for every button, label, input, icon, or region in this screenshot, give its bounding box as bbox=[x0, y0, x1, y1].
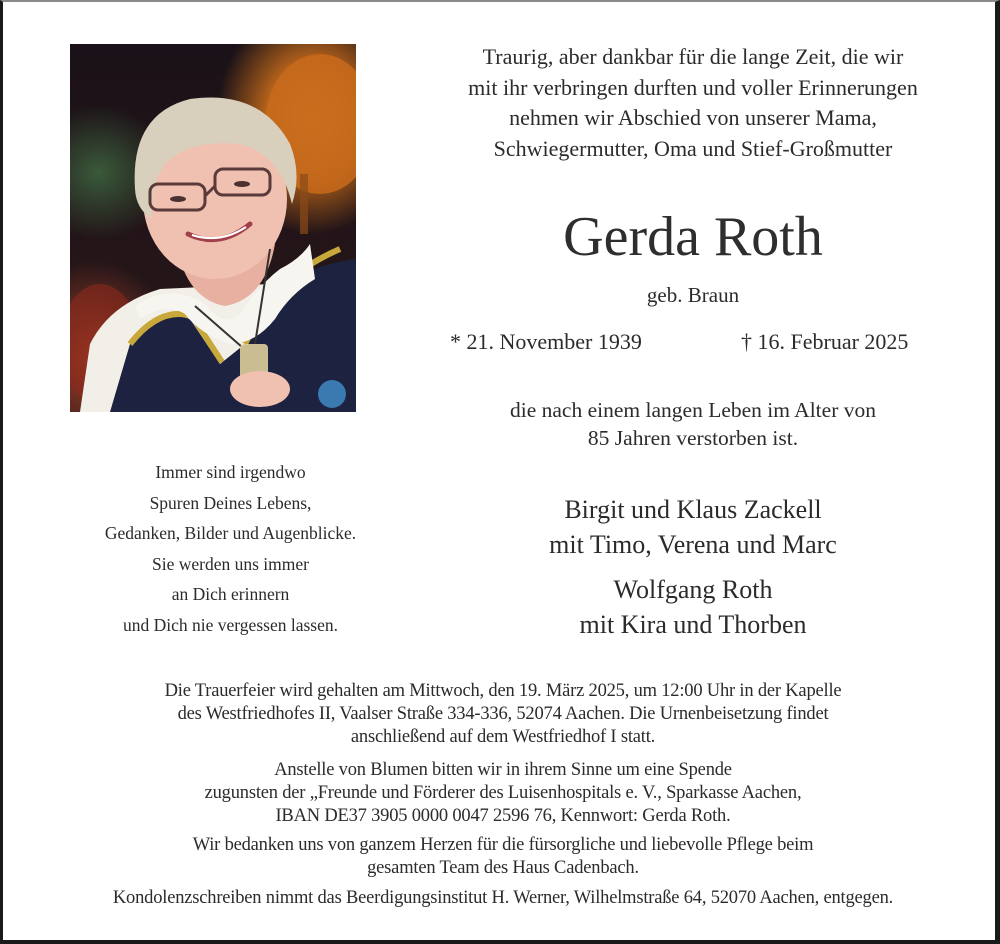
poem-line: Gedanken, Bilder und Augenblicke. bbox=[104, 523, 357, 543]
intro-text bbox=[403, 42, 983, 164]
poem-line: Sie werden uns immer bbox=[152, 553, 309, 574]
intro-line: Schwiegermutter, Oma und Stief-Großmutter bbox=[493, 135, 893, 161]
poem-line: Spuren Deines Lebens, bbox=[149, 492, 312, 513]
age-line: die nach einem langen Leben im Alter von bbox=[510, 398, 876, 422]
condolence-notice bbox=[23, 887, 983, 910]
portrait-illustration bbox=[70, 44, 356, 412]
maiden-name: geb. Braun bbox=[646, 283, 740, 307]
intro-line: Traurig, aber dankbar für die lange Zeit, die wir bbox=[482, 44, 904, 69]
poem-line: an Dich erinnern bbox=[171, 584, 290, 604]
family-group bbox=[403, 492, 983, 562]
poem-line: und Dich nie vergessen lassen. bbox=[123, 614, 338, 635]
family-group bbox=[403, 572, 983, 642]
notice-line: IBAN DE37 3905 0000 0047 2596 76, Kennwort: Gerda Roth. bbox=[275, 806, 731, 826]
notice-line: Kondolenzschreiben nimmt das Beerdigungsinstitut H. Werner, Wilhelmstraße 64, 52070 Aachen, entgegen. bbox=[112, 888, 894, 908]
poem bbox=[43, 457, 418, 640]
family-line: mit Timo, Verena und Marc bbox=[549, 530, 837, 559]
family-line: Wolfgang Roth bbox=[613, 575, 773, 604]
family-line: mit Kira und Thorben bbox=[579, 610, 807, 639]
thanks-notice bbox=[23, 834, 983, 880]
portrait-photo bbox=[70, 44, 356, 412]
poem-line: Immer sind irgendwo bbox=[155, 462, 306, 482]
notice-line: gesamten Team des Haus Cadenbach. bbox=[367, 858, 639, 878]
age-line: 85 Jahren verstorben ist. bbox=[587, 426, 799, 450]
funeral-service-notice bbox=[23, 680, 983, 749]
age-statement bbox=[403, 396, 983, 452]
notice-line: Wir bedanken uns von ganzem Herzen für die fürsorgliche und liebevolle Pflege beim bbox=[192, 835, 814, 855]
birth-date: * 21. November 1939 bbox=[450, 329, 642, 354]
notice-line: zugunsten der „Freunde und Förderer des Luisenhospitals e. V., Sparkasse Aachen, bbox=[204, 783, 802, 803]
deceased-name: Gerda Roth bbox=[563, 206, 823, 268]
notice-line: anschließend auf dem Westfriedhof I statt. bbox=[350, 727, 656, 747]
notice-line: Anstelle von Blumen bitten wir in ihrem Sinne um eine Spende bbox=[274, 760, 732, 780]
intro-line: nehmen wir Abschied von unserer Mama, bbox=[509, 105, 877, 130]
family-line: Birgit und Klaus Zackell bbox=[564, 495, 822, 524]
donation-notice bbox=[23, 759, 983, 828]
intro-line: mit ihr verbringen durften und voller Erinnerungen bbox=[468, 74, 918, 100]
death-date: † 16. Februar 2025 bbox=[741, 329, 909, 354]
notice-line: Die Trauerfeier wird gehalten am Mittwoch, den 19. März 2025, um 12:00 Uhr in der Kapelle bbox=[164, 681, 842, 701]
notice-line: des Westfriedhofes II, Vaalser Straße 334-336, 52074 Aachen. Die Urnenbeisetzung findet bbox=[177, 704, 829, 724]
